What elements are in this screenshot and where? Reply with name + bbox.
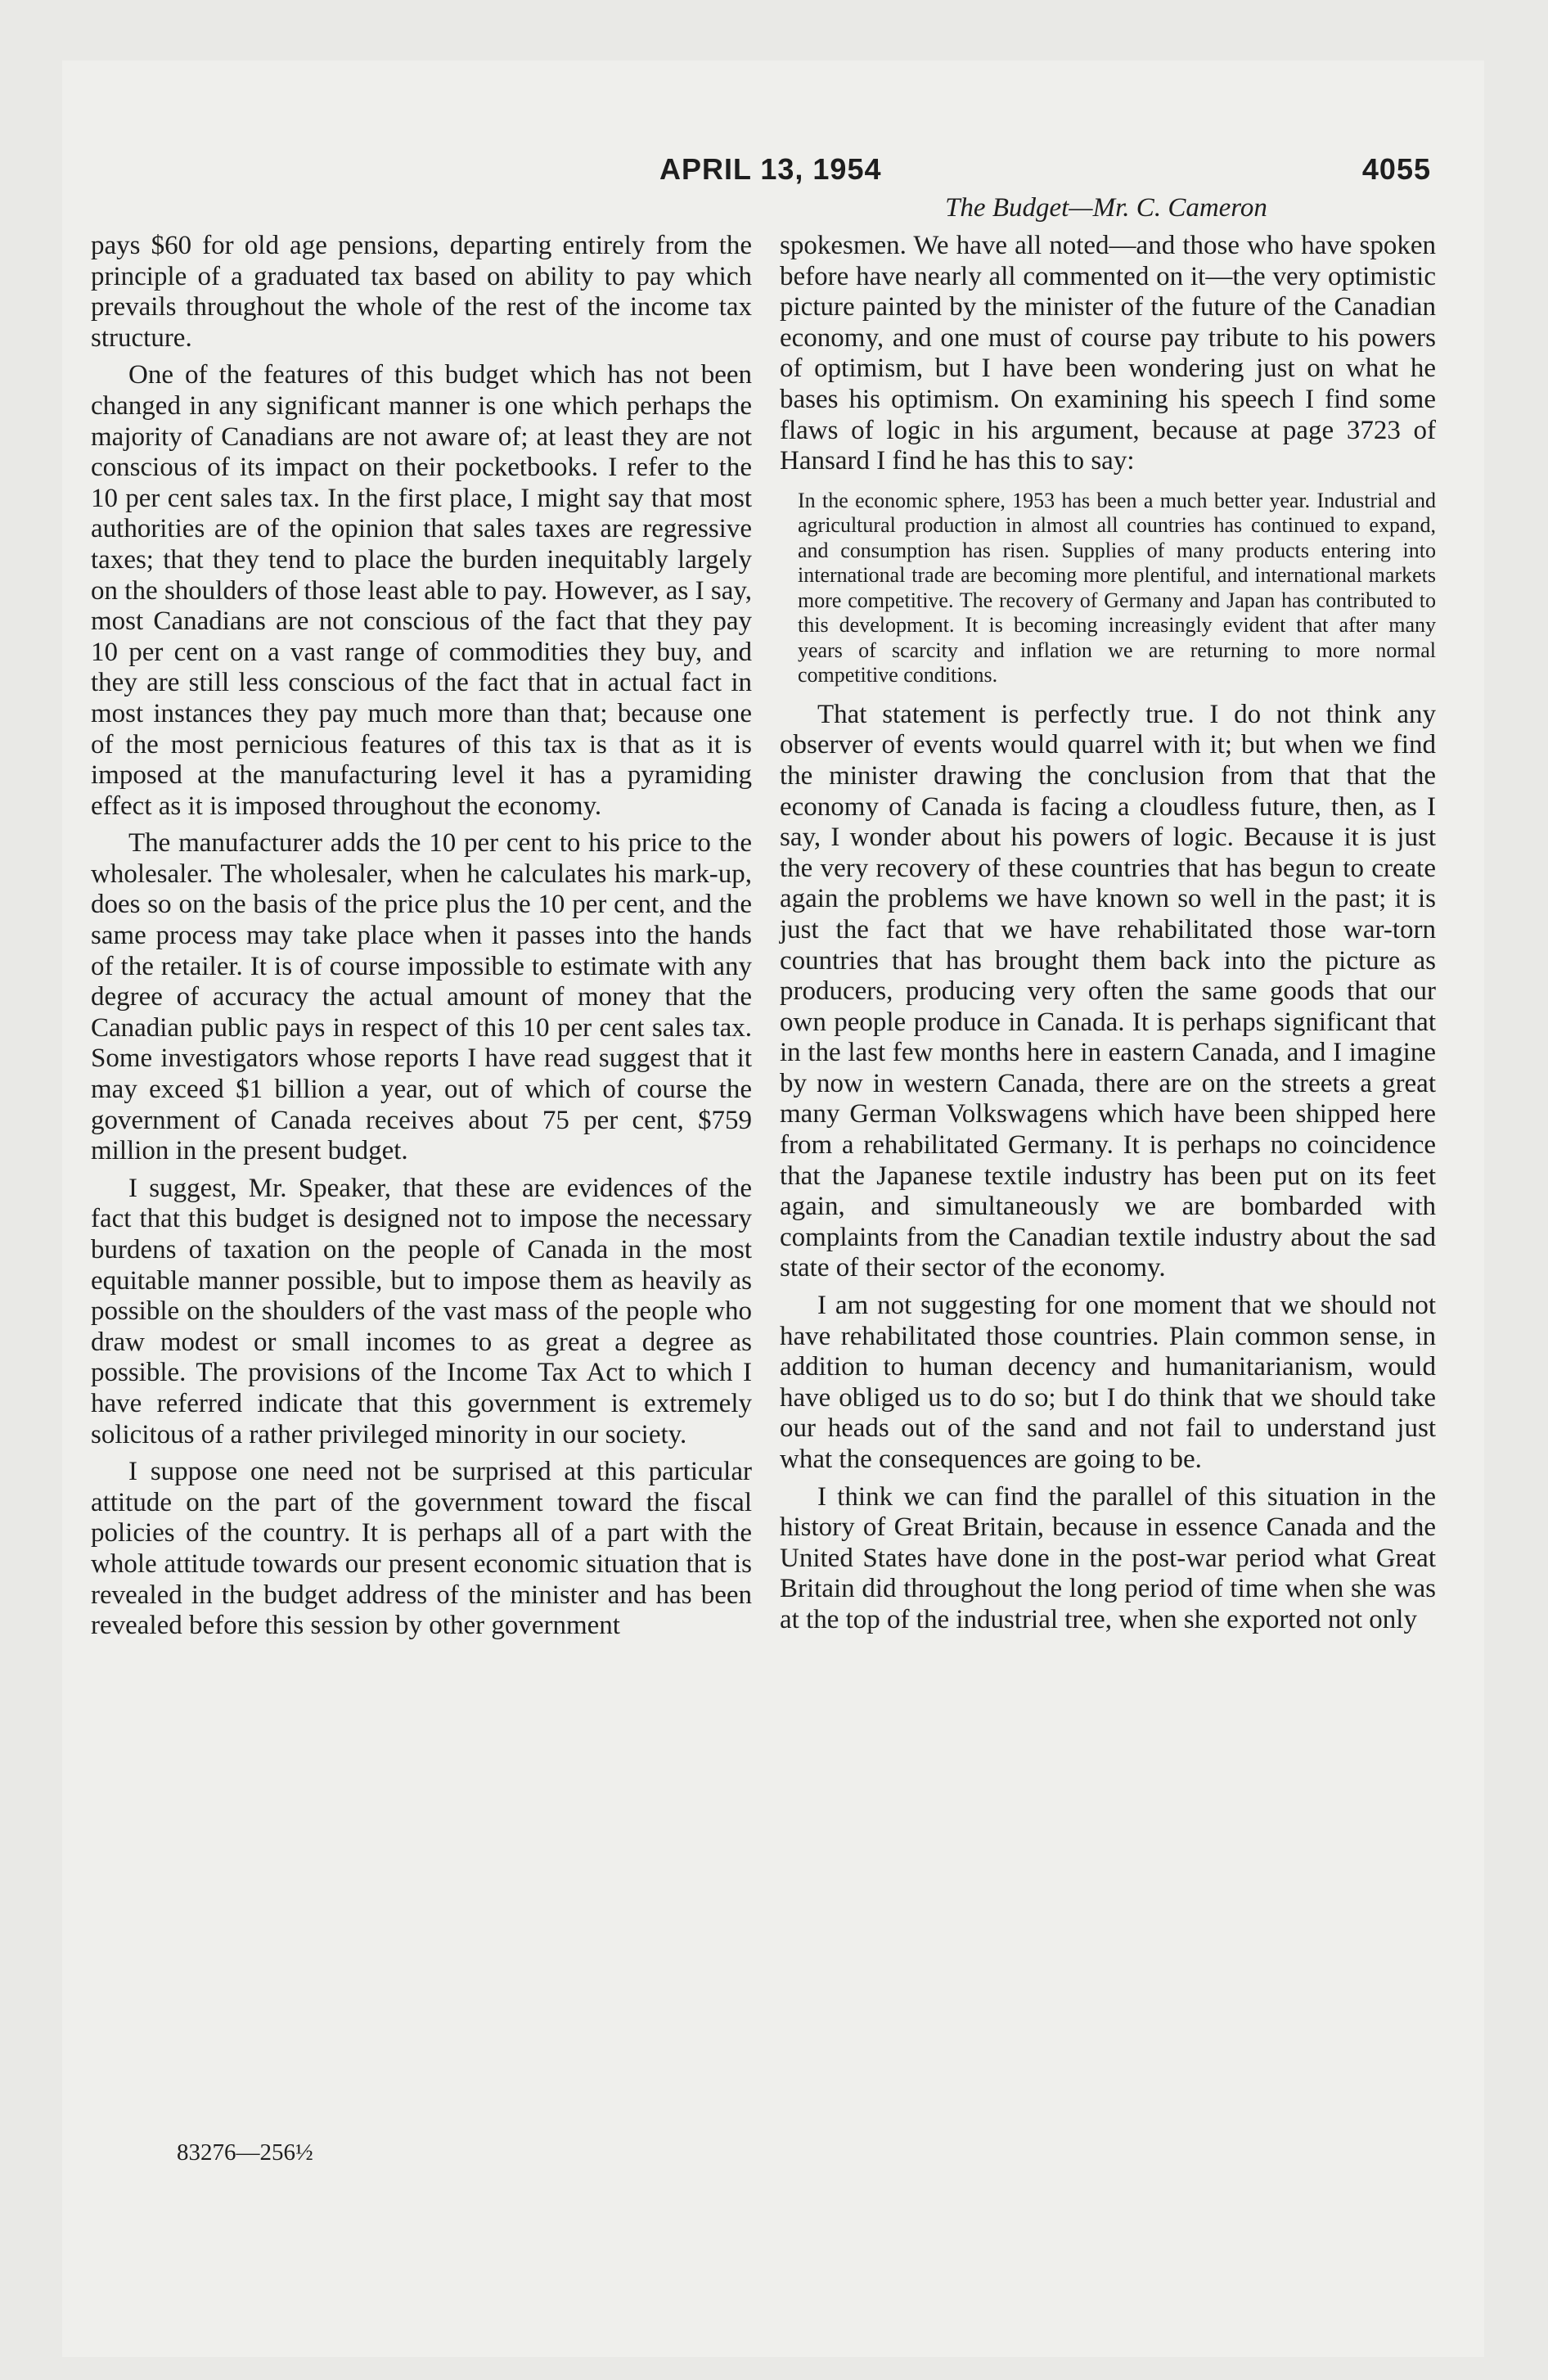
paragraph: I think we can find the parallel of this situation in the history of Great Britain, because in essence Canada and the United States have done in the post-war period what Great Britain did throughout the long period of time when she was at the top of the industrial tree, when she exported not only xyxy=(780,1481,1436,1634)
running-head: The Budget—Mr. C. Cameron xyxy=(945,193,1267,223)
paragraph: I am not suggesting for one moment that we should not have rehabilitated those countries. Plain common sense, in addition to human decency and humanitarianism, would have obliged us to do so; but I do think that we should take our heads out of the sand and not fail to understand just what the consequences are going to be. xyxy=(780,1291,1436,1474)
footer-code: 83276—256½ xyxy=(177,2139,313,2166)
right-column xyxy=(780,231,1436,1643)
paragraph: I suggest, Mr. Speaker, that these are evidences of the fact that this budget is designed not to impose the necessary burdens of taxation on the people of Canada in the most equitable manner possible, but to impose them as heavily as possible on the shoulders of the vast mass of the people who draw modest or small incomes to as great a degree as possible. The provisions of the Income Tax Act to which I have referred indicate that this government is extremely solicitous of a rather privileged minority in our society. xyxy=(91,1173,752,1449)
paragraph: pays $60 for old age pensions, departing entirely from the principle of a graduated tax based on ability to pay which prevails throughout the whole of the rest of the income tax structure. xyxy=(91,231,752,353)
left-column xyxy=(91,231,752,1648)
paragraph: One of the features of this budget which has not been changed in any significant manner is one which perhaps the majority of Canadians are not aware of; at least they are not conscious of its impact on their pocketbooks. I refer to the 10 per cent sales tax. In the first place, I might say that most authorities are of the opinion that sales taxes are regressive taxes; that they tend to place the burden inequitably largely on the shoulders of those least able to pay. However, as I say, most Canadians are not conscious of the fact that they pay 10 per cent on a vast range of commodities they buy, and they are still less conscious of the fact that in actual fact in most instances they pay much more than that; because one of the most pernicious features of this tax is that as it is imposed at the manufacturing level it has a pyramiding effect as it is imposed throughout the economy. xyxy=(91,360,752,821)
page-number: 4055 xyxy=(1361,152,1431,186)
page-date: APRIL 13, 1954 xyxy=(659,152,882,186)
paragraph: The manufacturer adds the 10 per cent to his price to the wholesaler. The wholesaler, when he calculates his mark-up, does so on the basis of the price plus the 10 per cent, and the same process may take place when it passes into the hands of the retailer. It is of course impossible to estimate with any degree of accuracy the actual amount of money that the Canadian public pays in respect of this 10 per cent sales tax. Some investigators whose reports I have read suggest that it may exceed $1 billion a year, out of which of course the government of Canada receives about 75 per cent, $759 million in the present budget. xyxy=(91,828,752,1166)
paragraph: spokesmen. We have all noted—and those who have spoken before have nearly all commented on it—the very optimistic picture painted by the minister of the future of the Canadian economy, and one must of course pay tribute to his powers of optimism, but I have been wondering just on what he bases his optimism. On examining his speech I find some flaws of logic in his argument, because at page 3723 of Hansard I find he has this to say: xyxy=(780,231,1436,476)
paragraph: That statement is perfectly true. I do not think any observer of events would quarrel with it; but when we find the minister drawing the conclusion from that that the economy of Canada is facing a cloudless future, then, as I say, I wonder about his powers of logic. Because it is just the very recovery of these countries that has begun to create again the problems we have known so well in the past; it is just the fact that we have rehabilitated those war-torn countries that has brought them back into the picture as producers, producing very often the same goods that our own people produce in Canada. It is perhaps significant that in the last few months here in eastern Canada, and I imagine by now in western Canada, there are on the streets a great many German Volkswagens which have been shipped here from a rehabilitated Germany. It is perhaps no coincidence that the Japanese textile industry has been put on its feet again, and simultaneously we are bombarded with complaints from the Canadian textile industry about the sad state of their sector of the economy. xyxy=(780,699,1436,1283)
paragraph: I suppose one need not be surprised at this particular attitude on the part of the government toward the fiscal policies of the country. It is perhaps all of a part with the whole attitude towards our present economic situation that is revealed in the budget address of the minister and has been revealed before this session by other government xyxy=(91,1457,752,1641)
block-quote: In the economic sphere, 1953 has been a much better year. Industrial and agricultural production in almost all countries has continued to expand, and consumption has risen. Supplies of many products entering into international trade are becoming more plentiful, and international markets more competitive. The recovery of Germany and Japan has contributed to this development. It is becoming increasingly evident that after many years of scarcity and inflation we are returning to more normal competitive conditions. xyxy=(798,488,1436,687)
